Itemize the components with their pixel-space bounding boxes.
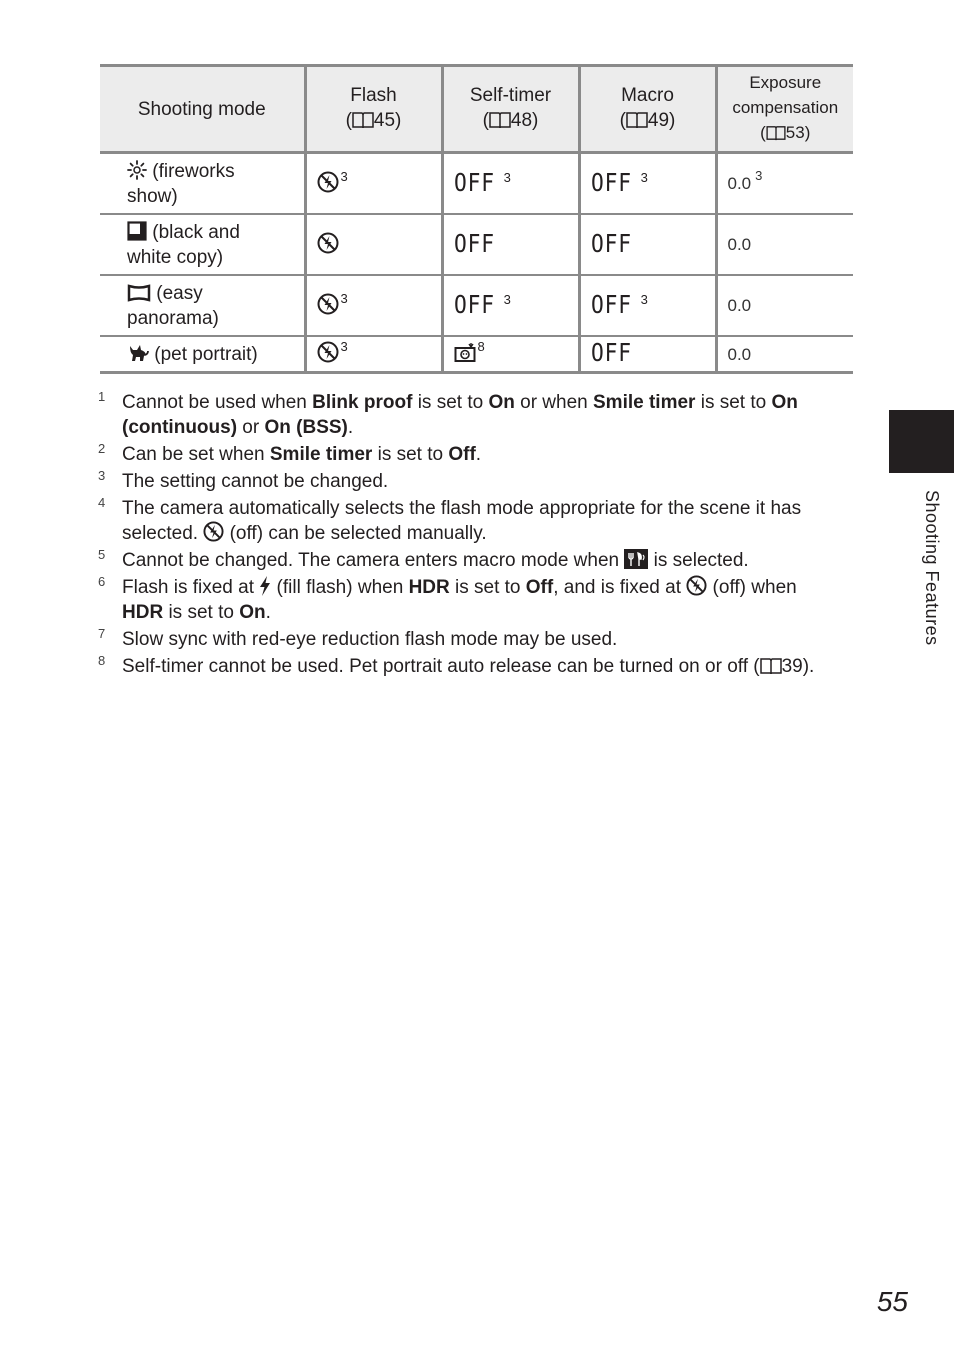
exposure-cell: 0.0 [716,214,853,275]
footnote-4: 4 The camera automatically selects the flash mode appropriate for the scene it has selected. (off) can be selected manually. [98,495,802,544]
macro-cell: OFF $^3$ [579,153,716,215]
self-timer-cell: 8 [442,336,579,373]
pet-auto-release-icon [454,343,476,363]
book-reference-icon [489,111,511,136]
page-number: 55 [876,1286,908,1317]
macro-cell: OFF [579,336,716,373]
fireworks-icon [127,160,147,180]
footnote-2: 2 Can be set when Smile timer is set to Off. [98,441,482,465]
header-macro: Macro ( 49) [579,66,716,153]
easy-panorama-icon [127,284,151,302]
flash-off-icon [317,171,339,193]
self-timer-cell: OFF $^3$ [442,153,579,215]
exposure-cell: 0.0 $^3$ [716,153,853,215]
flash-cell [305,214,442,275]
footnotes [98,390,858,684]
book-reference-icon [766,123,786,148]
self-timer-cell: OFF $^3$ [442,275,579,336]
footnote-8: 8 Self-timer cannot be used. Pet portrait auto release can be turned on or off ( 39). [98,654,858,682]
footnote-6: 6 Flash is fixed at (fill flash) when HDR is set to Off, and is fixed at (off) when HDR is set to On. [98,574,797,623]
macro-cell: OFF $^3$ [579,275,716,336]
self-timer-cell: OFF [442,214,579,275]
pet-portrait-icon [127,343,149,363]
mode-cell: (pet portrait) [100,336,305,373]
flash-cell: 3 [305,336,442,373]
flash-off-icon [686,575,707,596]
footnote-5: 5 Cannot be changed. The camera enters macro mode when is selected. [98,547,749,571]
header-exposure-compensation: Exposure compensation ( 53) [716,66,853,153]
section-tab-marker [889,410,954,473]
flash-cell: 3 [305,153,442,215]
book-reference-icon [352,111,374,136]
book-reference-icon [626,111,648,136]
table-row [100,214,853,275]
food-mode-icon [624,549,648,569]
header-shooting-mode: Shooting mode [100,66,305,153]
mode-cell: (black and white copy) [100,214,305,275]
flash-off-icon [317,232,339,254]
book-reference-icon [760,657,782,682]
table-row [100,153,853,215]
table-row [100,336,853,373]
mode-cell: (easy panorama) [100,275,305,336]
flash-off-icon [317,341,339,363]
header-self-timer: Self-timer ( 48) [442,66,579,153]
section-label: Shooting Features [922,490,942,646]
flash-off-icon [203,521,224,542]
fill-flash-icon [259,576,271,596]
table-row [100,275,853,336]
black-white-copy-icon [127,221,147,241]
footnote-1: 1 Cannot be used when Blink proof is set to On or when Smile timer is set to On (continuous) or On (BSS). [98,389,798,438]
mode-cell: (fireworks show) [100,153,305,215]
macro-cell: OFF [579,214,716,275]
flash-off-icon [317,293,339,315]
flash-cell: 3 [305,275,442,336]
table-header-row [100,66,853,153]
footnote-3: 3 The setting cannot be changed. [98,468,389,492]
exposure-cell: 0.0 [716,336,853,373]
header-flash: Flash ( 45) [305,66,442,153]
footnote-7: 7 Slow sync with red-eye reduction flash mode may be used. [98,626,618,650]
exposure-cell: 0.0 [716,275,853,336]
scene-settings-table [100,64,853,374]
